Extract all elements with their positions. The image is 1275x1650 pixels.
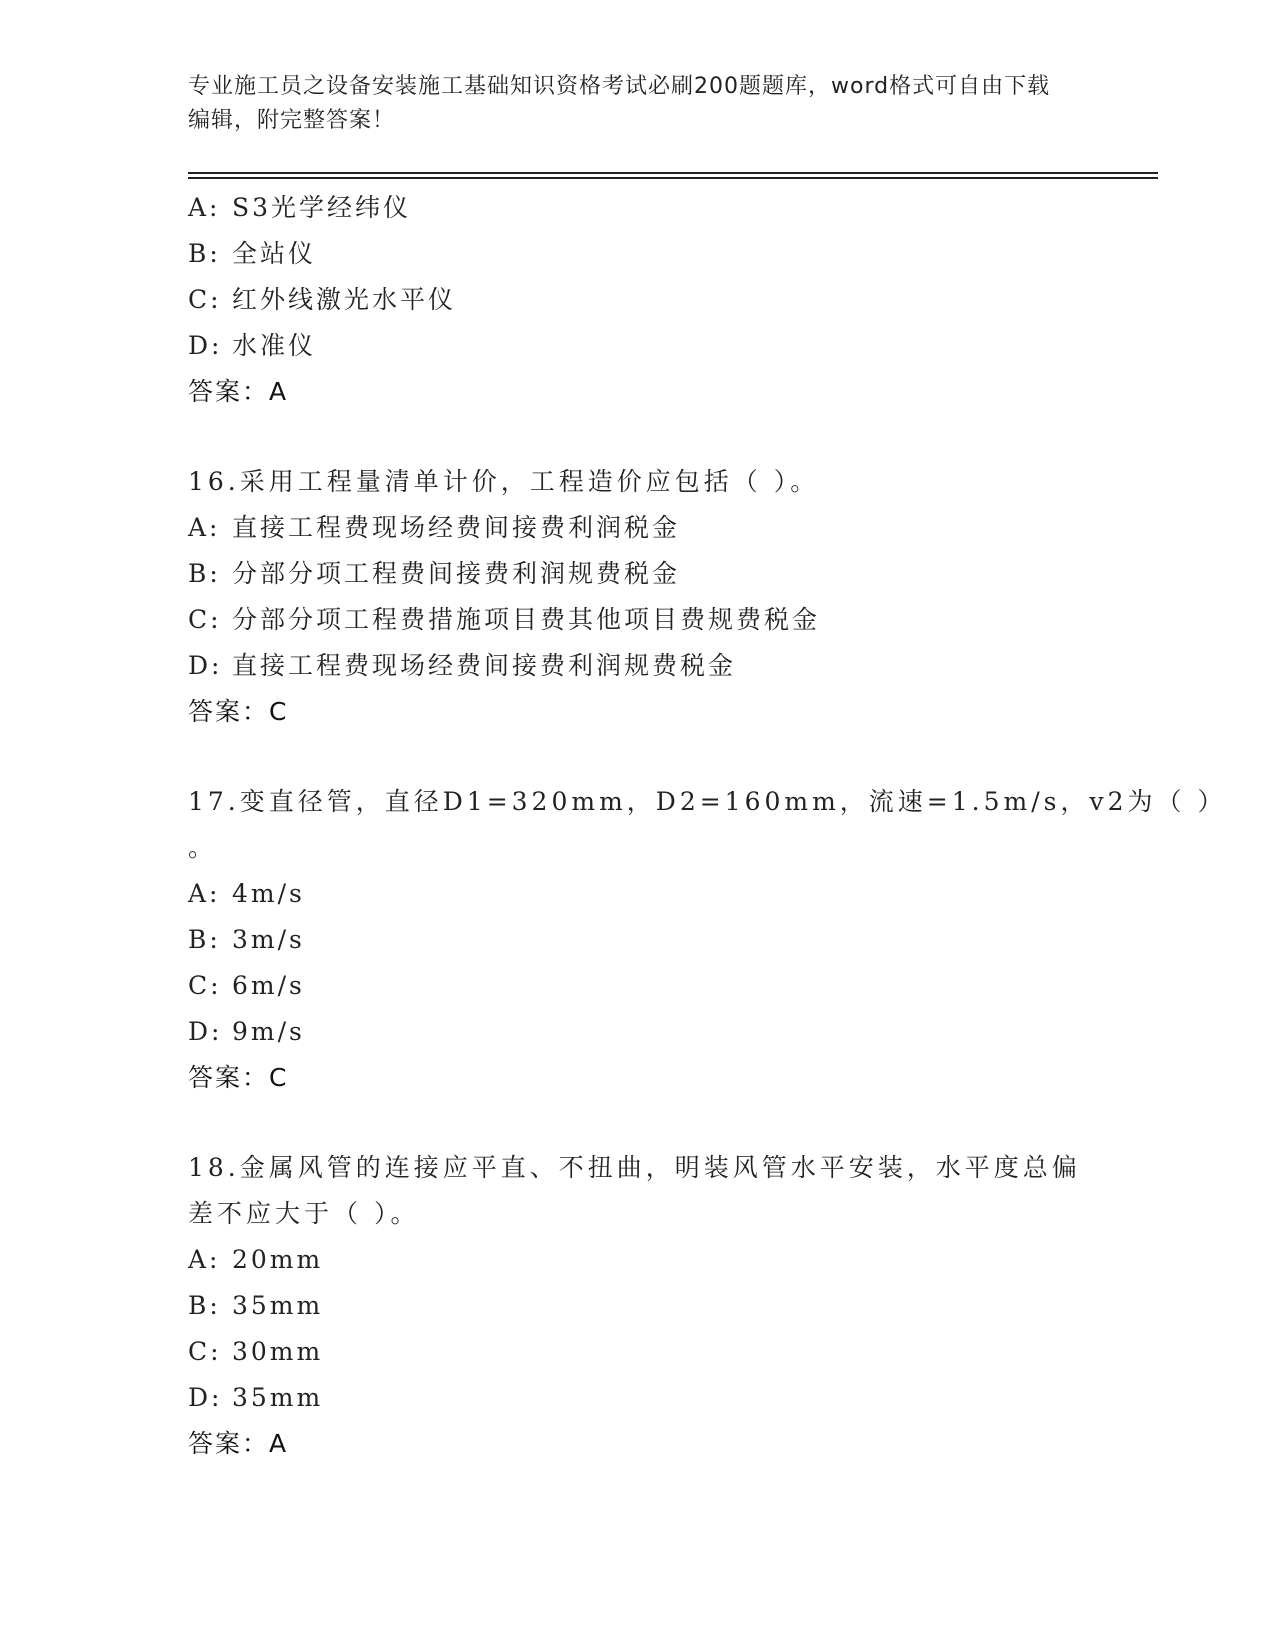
option-b: B: 分部分项工程费间接费利润规费税金 bbox=[188, 559, 681, 588]
option-b: B: 3m/s bbox=[188, 925, 305, 954]
option-d: D: 9m/s bbox=[188, 1017, 305, 1046]
answer: 答案：C bbox=[188, 697, 289, 726]
answer: 答案：A bbox=[188, 1429, 289, 1458]
question-text: 17.变直径管，直径D1=320mm，D2=160mm，流速=1.5m/s，v2为（ ） bbox=[188, 787, 1227, 816]
answer: 答案：C bbox=[188, 1063, 289, 1092]
answer: 答案：A bbox=[188, 377, 289, 406]
question-text-continued: 差不应大于（ ）。 bbox=[188, 1199, 420, 1228]
option-a: A: 直接工程费现场经费间接费利润税金 bbox=[188, 513, 681, 542]
option-a: A: 20mm bbox=[188, 1245, 324, 1274]
question-17-block bbox=[188, 779, 1227, 1101]
question-text: 16.采用工程量清单计价，工程造价应包括（ ）。 bbox=[188, 467, 820, 496]
option-d: D: 直接工程费现场经费间接费利润规费税金 bbox=[188, 651, 737, 680]
question-18-block bbox=[188, 1145, 1158, 1467]
option-a: A: 4m/s bbox=[188, 879, 305, 908]
option-c: C: 分部分项工程费措施项目费其他项目费规费税金 bbox=[188, 605, 821, 634]
document-header: 专业施工员之设备安装施工基础知识资格考试必刷200题题库，word格式可自由下载编辑，附完整答案！ bbox=[188, 74, 1051, 133]
option-c: C: 红外线激光水平仪 bbox=[188, 285, 457, 314]
option-c: C: 30mm bbox=[188, 1337, 324, 1366]
question-text: 18.金属风管的连接应平直、不扭曲，明装风管水平安装，水平度总偏 bbox=[188, 1153, 1081, 1182]
option-d: D: 35mm bbox=[188, 1383, 324, 1412]
question-16-block bbox=[188, 459, 1158, 735]
question-text-continued: 。 bbox=[188, 833, 218, 862]
header-double-rule bbox=[188, 172, 1158, 179]
option-b: B: 全站仪 bbox=[188, 239, 317, 268]
option-c: C: 6m/s bbox=[188, 971, 305, 1000]
document-page bbox=[188, 70, 1227, 1467]
option-b: B: 35mm bbox=[188, 1291, 324, 1320]
question-15-block bbox=[188, 185, 1158, 415]
option-d: D: 水准仪 bbox=[188, 331, 317, 360]
option-a: A: S3光学经纬仪 bbox=[188, 193, 412, 222]
